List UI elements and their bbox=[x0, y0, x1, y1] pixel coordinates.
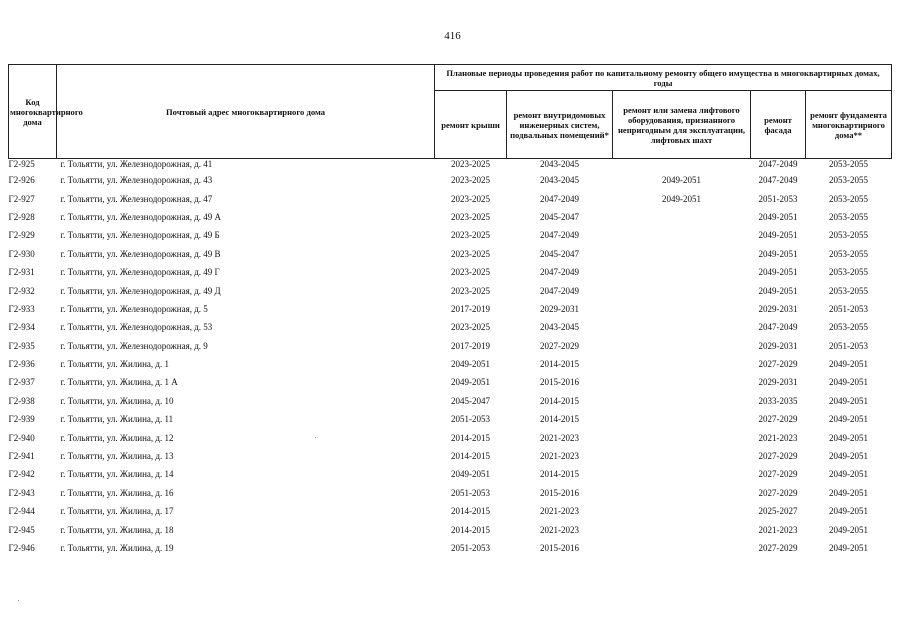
cell-engineering: 2021-2023 bbox=[540, 506, 579, 517]
cell-address: г. Тольятти, ул. Железнодорожная, д. 49 Д bbox=[60, 285, 221, 296]
cell-roof: 2051-2053 bbox=[451, 543, 490, 553]
cell-roof: 2014-2015 bbox=[451, 506, 490, 517]
cell-foundation: 2049-2051 bbox=[829, 414, 868, 425]
cell-code: Г2-936 bbox=[8, 359, 35, 370]
table-row bbox=[9, 159, 892, 172]
table-row bbox=[9, 208, 892, 226]
cell-elevator bbox=[613, 355, 751, 373]
cell-foundation: 2049-2051 bbox=[829, 395, 868, 406]
cell-elevator bbox=[613, 245, 751, 263]
cell-engineering: 2047-2049 bbox=[540, 230, 579, 241]
table-row bbox=[9, 226, 892, 244]
cell-foundation: 2053-2055 bbox=[829, 322, 868, 333]
cell-foundation: 2049-2051 bbox=[829, 451, 868, 462]
header-roof: ремонт крыши bbox=[435, 91, 507, 159]
cell-facade: 2047-2049 bbox=[758, 322, 798, 333]
cell-facade: 2027-2029 bbox=[758, 451, 798, 462]
cell-facade: 2049-2051 bbox=[758, 248, 798, 259]
cell-elevator bbox=[613, 281, 751, 299]
table-row bbox=[9, 392, 892, 410]
cell-engineering: 2047-2049 bbox=[540, 267, 579, 278]
cell-foundation: 2053-2055 bbox=[829, 267, 868, 278]
cell-facade: 2025-2027 bbox=[758, 506, 798, 517]
cell-address: г. Тольятти, ул. Жилина, д. 14 bbox=[60, 469, 174, 480]
cell-engineering: 2045-2047 bbox=[540, 211, 579, 222]
table-row bbox=[9, 428, 892, 446]
cell-address: г. Тольятти, ул. Железнодорожная, д. 5 bbox=[60, 303, 208, 314]
cell-foundation: 2053-2055 bbox=[829, 248, 868, 259]
cell-elevator bbox=[613, 337, 751, 355]
cell-code: Г2-934 bbox=[8, 322, 35, 333]
table-row bbox=[9, 520, 892, 538]
cell-code: Г2-942 bbox=[8, 469, 35, 480]
cell-code: Г2-945 bbox=[8, 524, 35, 535]
cell-engineering: 2045-2047 bbox=[540, 248, 579, 259]
cell-facade: 2049-2051 bbox=[758, 230, 798, 241]
cell-elevator bbox=[613, 539, 751, 557]
cell-engineering: 2014-2015 bbox=[540, 359, 579, 370]
table-row bbox=[9, 502, 892, 520]
cell-address: г. Тольятти, ул. Железнодорожная, д. 9 bbox=[60, 340, 208, 351]
header-foundation: ремонт фундамента многоквартирного дома** bbox=[806, 91, 892, 159]
cell-foundation: 2049-2051 bbox=[829, 487, 868, 498]
cell-foundation: 2049-2051 bbox=[829, 469, 868, 480]
cell-engineering: 2015-2016 bbox=[540, 487, 579, 498]
cell-engineering: 2014-2015 bbox=[540, 414, 579, 425]
page-number: 416 bbox=[444, 30, 461, 42]
cell-address: г. Тольятти, ул. Железнодорожная, д. 49 Г bbox=[60, 267, 220, 278]
cell-foundation: 2053-2055 bbox=[829, 193, 868, 204]
cell-roof: 2051-2053 bbox=[451, 487, 490, 498]
cell-engineering: 2015-2016 bbox=[540, 377, 579, 388]
header-periods: Плановые периоды проведения работ по капитальному ремонту общего имущества в многоквартирных домах, годы bbox=[435, 65, 892, 91]
cell-code: Г2-937 bbox=[8, 377, 35, 388]
cell-address: г. Тольятти, ул. Жилина, д. 19 bbox=[60, 543, 174, 553]
header-facade: ремонт фасада bbox=[751, 91, 806, 159]
cell-engineering: 2015-2016 bbox=[540, 543, 579, 553]
cell-elevator bbox=[613, 502, 751, 520]
cell-elevator bbox=[613, 208, 751, 226]
cell-roof: 2023-2025 bbox=[451, 159, 490, 169]
table-row bbox=[9, 281, 892, 299]
cell-roof: 2049-2051 bbox=[451, 377, 490, 388]
cell-facade: 2047-2049 bbox=[758, 159, 798, 169]
cell-code: Г2-931 bbox=[8, 267, 35, 278]
scan-speck bbox=[18, 600, 19, 601]
table-row bbox=[9, 263, 892, 281]
cell-roof: 2023-2025 bbox=[451, 211, 490, 222]
table-row bbox=[9, 447, 892, 465]
cell-address: г. Тольятти, ул. Жилина, д. 18 bbox=[60, 524, 174, 535]
cell-code: Г2-930 bbox=[8, 248, 35, 259]
cell-roof: 2014-2015 bbox=[451, 451, 490, 462]
cell-address: г. Тольятти, ул. Железнодорожная, д. 49 А bbox=[60, 211, 222, 222]
cell-code: Г2-926 bbox=[8, 175, 35, 186]
table-body bbox=[9, 159, 892, 558]
cell-address: г. Тольятти, ул. Жилина, д. 16 bbox=[60, 487, 174, 498]
cell-foundation: 2053-2055 bbox=[829, 230, 868, 241]
cell-engineering: 2021-2023 bbox=[540, 432, 579, 443]
cell-roof: 2017-2019 bbox=[451, 340, 490, 351]
cell-address: г. Тольятти, ул. Железнодорожная, д. 47 bbox=[60, 193, 213, 204]
cell-facade: 2027-2029 bbox=[758, 359, 798, 370]
cell-engineering: 2029-2031 bbox=[540, 303, 579, 314]
cell-facade: 2029-2031 bbox=[758, 340, 798, 351]
cell-code: Г2-943 bbox=[8, 487, 35, 498]
cell-address: г. Тольятти, ул. Жилина, д. 1 А bbox=[60, 377, 178, 388]
cell-foundation: 2049-2051 bbox=[829, 543, 868, 553]
cell-address: г. Тольятти, ул. Железнодорожная, д. 49 Б bbox=[60, 230, 220, 241]
cell-foundation: 2053-2055 bbox=[829, 285, 868, 296]
cell-elevator bbox=[613, 447, 751, 465]
cell-foundation: 2049-2051 bbox=[829, 377, 868, 388]
cell-roof: 2023-2025 bbox=[451, 285, 490, 296]
cell-code: Г2-933 bbox=[8, 303, 35, 314]
cell-engineering: 2043-2045 bbox=[540, 322, 579, 333]
cell-address: г. Тольятти, ул. Железнодорожная, д. 53 bbox=[60, 322, 213, 333]
cell-roof: 2014-2015 bbox=[451, 524, 490, 535]
cell-facade: 2029-2031 bbox=[758, 377, 798, 388]
header-code: Код многоквартирного дома bbox=[9, 65, 57, 159]
cell-facade: 2027-2029 bbox=[758, 543, 798, 553]
cell-engineering: 2043-2045 bbox=[540, 159, 579, 169]
cell-code: Г2-940 bbox=[8, 432, 35, 443]
cell-address: г. Тольятти, ул. Железнодорожная, д. 41 bbox=[60, 159, 213, 169]
cell-roof: 2023-2025 bbox=[451, 267, 490, 278]
cell-facade: 2049-2051 bbox=[758, 285, 798, 296]
cell-engineering: 2047-2049 bbox=[540, 193, 579, 204]
cell-roof: 2023-2025 bbox=[451, 248, 490, 259]
table-row bbox=[9, 337, 892, 355]
cell-facade: 2049-2051 bbox=[758, 267, 798, 278]
table-row bbox=[9, 355, 892, 373]
table-row bbox=[9, 189, 892, 207]
cell-roof: 2014-2015 bbox=[451, 432, 490, 443]
cell-facade: 2047-2049 bbox=[758, 175, 798, 186]
cell-roof: 2045-2047 bbox=[451, 395, 490, 406]
cell-address: г. Тольятти, ул. Жилина, д. 10 bbox=[60, 395, 174, 406]
cell-facade: 2027-2029 bbox=[758, 487, 798, 498]
table-row bbox=[9, 373, 892, 391]
cell-facade: 2051-2053 bbox=[758, 193, 798, 204]
cell-foundation: 2053-2055 bbox=[829, 175, 868, 186]
cell-foundation: 2051-2053 bbox=[829, 340, 868, 351]
cell-code: Г2-925 bbox=[8, 159, 35, 169]
cell-elevator: 2049-2051 bbox=[662, 175, 701, 186]
header-engineering: ремонт внутридомовых инженерных систем, подвальных помещений* bbox=[507, 91, 613, 159]
cell-foundation: 2049-2051 bbox=[829, 524, 868, 535]
cell-facade: 2021-2023 bbox=[758, 524, 798, 535]
table-header bbox=[9, 65, 892, 159]
cell-address: г. Тольятти, ул. Железнодорожная, д. 43 bbox=[60, 175, 213, 186]
cell-facade: 2049-2051 bbox=[758, 211, 798, 222]
cell-foundation: 2049-2051 bbox=[829, 432, 868, 443]
cell-elevator bbox=[613, 318, 751, 336]
header-address: Почтовый адрес многоквартирного дома bbox=[57, 65, 435, 159]
cell-elevator bbox=[613, 263, 751, 281]
cell-code: Г2-941 bbox=[8, 451, 35, 462]
capital-repair-schedule-table bbox=[8, 64, 892, 557]
cell-roof: 2049-2051 bbox=[451, 359, 490, 370]
cell-elevator bbox=[613, 159, 751, 172]
cell-code: Г2-946 bbox=[8, 543, 35, 553]
cell-elevator bbox=[613, 300, 751, 318]
cell-code: Г2-939 bbox=[8, 414, 35, 425]
table-row bbox=[9, 410, 892, 428]
cell-code: Г2-932 bbox=[8, 285, 35, 296]
cell-code: Г2-928 bbox=[8, 211, 35, 222]
cell-engineering: 2014-2015 bbox=[540, 469, 579, 480]
cell-code: Г2-944 bbox=[8, 506, 35, 517]
cell-address: г. Тольятти, ул. Жилина, д. 13 bbox=[60, 451, 174, 462]
cell-facade: 2027-2029 bbox=[758, 469, 798, 480]
cell-elevator bbox=[613, 484, 751, 502]
table-row bbox=[9, 171, 892, 189]
cell-foundation: 2049-2051 bbox=[829, 506, 868, 517]
cell-engineering: 2043-2045 bbox=[540, 175, 579, 186]
cell-facade: 2033-2035 bbox=[758, 395, 798, 406]
cell-roof: 2023-2025 bbox=[451, 230, 490, 241]
table-row bbox=[9, 539, 892, 557]
cell-facade: 2027-2029 bbox=[758, 414, 798, 425]
cell-engineering: 2014-2015 bbox=[540, 395, 579, 406]
cell-address: г. Тольятти, ул. Жилина, д. 11 bbox=[60, 414, 174, 425]
cell-foundation: 2053-2055 bbox=[829, 211, 868, 222]
cell-elevator: 2049-2051 bbox=[662, 193, 701, 204]
cell-roof: 2051-2053 bbox=[451, 414, 490, 425]
table-row bbox=[9, 318, 892, 336]
cell-roof: 2023-2025 bbox=[451, 175, 490, 186]
cell-facade: 2021-2023 bbox=[758, 432, 798, 443]
scan-speck bbox=[315, 437, 316, 438]
cell-engineering: 2021-2023 bbox=[540, 524, 579, 535]
cell-elevator bbox=[613, 392, 751, 410]
cell-elevator bbox=[613, 373, 751, 391]
cell-engineering: 2047-2049 bbox=[540, 285, 579, 296]
cell-roof: 2049-2051 bbox=[451, 469, 490, 480]
cell-elevator bbox=[613, 520, 751, 538]
table-row bbox=[9, 300, 892, 318]
cell-code: Г2-929 bbox=[8, 230, 35, 241]
table-row bbox=[9, 245, 892, 263]
cell-code: Г2-935 bbox=[8, 340, 35, 351]
cell-elevator bbox=[613, 428, 751, 446]
cell-roof: 2017-2019 bbox=[451, 303, 490, 314]
cell-roof: 2023-2025 bbox=[451, 322, 490, 333]
cell-address: г. Тольятти, ул. Жилина, д. 12 bbox=[60, 432, 174, 443]
cell-elevator bbox=[613, 226, 751, 244]
header-elevator: ремонт или замена лифтового оборудования, признанного непригодным для эксплуатации, лифтовых шахт bbox=[613, 91, 751, 159]
cell-address: г. Тольятти, ул. Жилина, д. 17 bbox=[60, 506, 174, 517]
cell-engineering: 2021-2023 bbox=[540, 451, 579, 462]
cell-address: г. Тольятти, ул. Жилина, д. 1 bbox=[60, 359, 169, 370]
cell-elevator bbox=[613, 465, 751, 483]
cell-facade: 2029-2031 bbox=[758, 303, 798, 314]
cell-address: г. Тольятти, ул. Железнодорожная, д. 49 В bbox=[60, 248, 221, 259]
cell-elevator bbox=[613, 410, 751, 428]
cell-foundation: 2053-2055 bbox=[829, 159, 868, 169]
table-row bbox=[9, 465, 892, 483]
cell-foundation: 2049-2051 bbox=[829, 359, 868, 370]
cell-code: Г2-927 bbox=[8, 193, 35, 204]
cell-roof: 2023-2025 bbox=[451, 193, 490, 204]
cell-engineering: 2027-2029 bbox=[540, 340, 579, 351]
cell-code: Г2-938 bbox=[8, 395, 35, 406]
cell-foundation: 2051-2053 bbox=[829, 303, 868, 314]
table-row bbox=[9, 484, 892, 502]
